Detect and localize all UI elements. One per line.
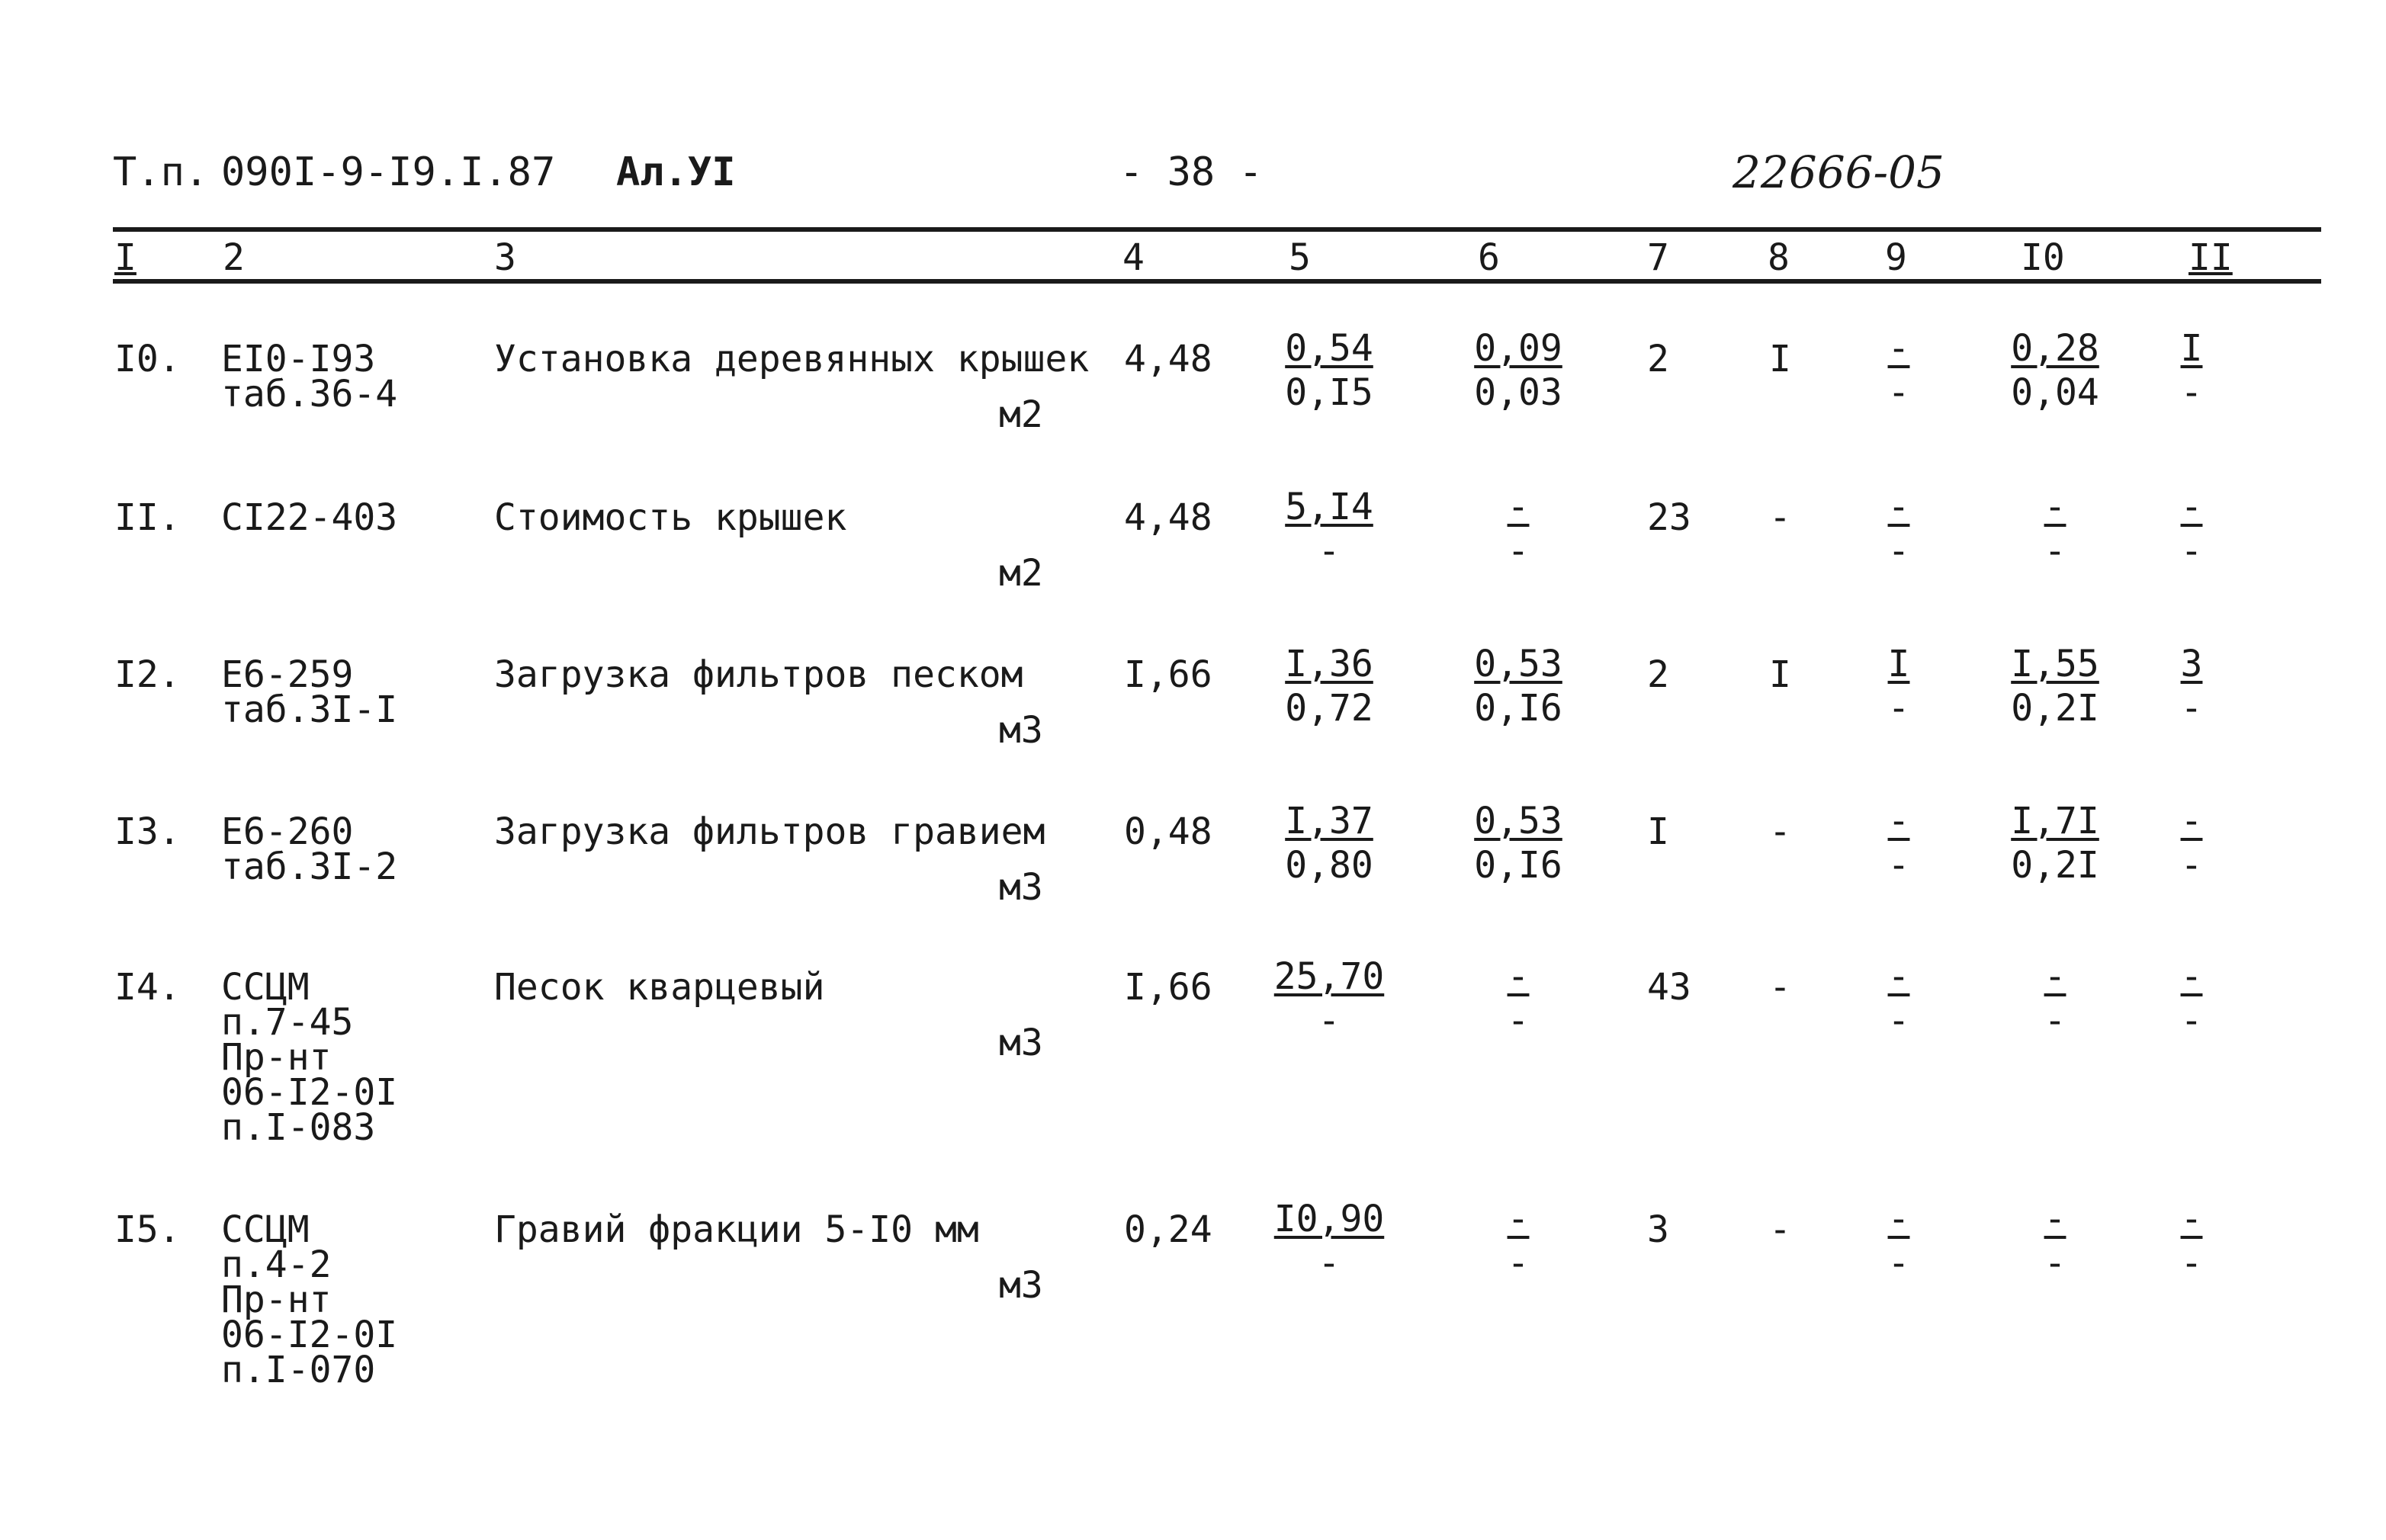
col5-value-denominator: -	[1318, 999, 1341, 1042]
col10-value	[1998, 642, 2112, 730]
col5-value	[1272, 799, 1386, 887]
norm-code-line: EI0-I93	[221, 338, 376, 380]
col9-value-numerator: -	[1887, 1198, 1910, 1240]
col5-value-denominator: 0,80	[1285, 844, 1373, 887]
col11-value	[2153, 326, 2230, 415]
col9-value-denominator: -	[1887, 999, 1910, 1042]
col10-value	[1998, 799, 2112, 887]
column-number-8: 8	[1768, 236, 1790, 279]
norm-code-line: 06-I2-0I	[221, 1314, 398, 1356]
col6-value-denominator: -	[1507, 999, 1530, 1042]
col7-value: 2	[1647, 653, 1669, 696]
page-number: - 38 -	[1119, 149, 1263, 195]
col10-value-denominator: 0,2I	[2011, 687, 2099, 730]
norm-code-line: ССЦМ	[221, 966, 310, 1009]
col11-value	[2153, 954, 2230, 1043]
unit-of-measure: м3	[999, 709, 1043, 752]
row-number: I5.	[114, 1208, 181, 1251]
col5-value	[1272, 642, 1386, 730]
column-number-11: II	[2189, 236, 2233, 279]
col6-value	[1461, 1197, 1575, 1285]
col7-value: 3	[1647, 1208, 1669, 1251]
col6-value	[1461, 799, 1575, 887]
column-number-2: 2	[223, 236, 245, 279]
col9-value-denominator: -	[1887, 371, 1910, 414]
col10-value-numerator: 0,28	[2011, 327, 2099, 370]
col6-value-denominator: -	[1507, 1242, 1530, 1285]
col7-value: 43	[1647, 966, 1691, 1009]
col11-value	[2153, 485, 2230, 573]
norm-code-line: Пр-нт	[221, 1279, 332, 1321]
col5-value-denominator: 0,72	[1285, 687, 1373, 730]
col5-value-denominator: 0,I5	[1285, 371, 1373, 414]
col9-value	[1861, 642, 1937, 730]
col8-value: I	[1769, 338, 1791, 380]
col10-value-denominator: -	[2044, 999, 2066, 1042]
col11-value-denominator: -	[2180, 687, 2203, 730]
quantity: I,66	[1124, 653, 1212, 696]
col6-value	[1461, 326, 1575, 415]
col10-value-numerator: -	[2044, 955, 2066, 998]
col11-value-numerator: -	[2180, 955, 2203, 998]
tp-label: Т.п.	[113, 149, 209, 195]
project-code: 090I-9-I9.I.87	[221, 149, 556, 195]
col11-value-numerator: I	[2180, 327, 2203, 370]
col8-value: I	[1769, 653, 1791, 696]
unit-of-measure: м3	[999, 866, 1043, 909]
column-number-9: 9	[1885, 236, 1907, 279]
col6-value-denominator: 0,I6	[1474, 844, 1562, 887]
col5-value-denominator: -	[1318, 530, 1341, 573]
norm-code-line: п.I-070	[221, 1349, 376, 1391]
col6-value-numerator: 0,53	[1474, 800, 1562, 842]
col11-value-denominator: -	[2180, 530, 2203, 573]
col11-value-numerator: -	[2180, 1198, 2203, 1240]
header-top-rule	[113, 227, 2321, 232]
col10-value-denominator: 0,2I	[2011, 844, 2099, 887]
col6-value-denominator: -	[1507, 530, 1530, 573]
header-bottom-rule	[113, 279, 2321, 284]
col6-value	[1461, 642, 1575, 730]
col11-value	[2153, 1197, 2230, 1285]
col5-value-numerator: I0,90	[1273, 1198, 1385, 1240]
work-name: Загрузка фильтров гравием	[494, 810, 1045, 853]
quantity: 0,48	[1124, 810, 1212, 853]
norm-code-line: таб.3I-2	[221, 845, 398, 888]
column-number-3: 3	[494, 236, 516, 279]
col5-value	[1272, 954, 1386, 1043]
row-number: II.	[114, 496, 181, 539]
norm-code-line: 06-I2-0I	[221, 1071, 398, 1114]
col5-value-numerator: I,36	[1285, 643, 1373, 685]
col9-value-numerator: I	[1887, 643, 1910, 685]
norm-code-line: E6-260	[221, 810, 354, 853]
unit-of-measure: м2	[999, 552, 1043, 595]
column-number-4: 4	[1122, 236, 1145, 279]
col5-value	[1272, 326, 1386, 415]
col9-value	[1861, 954, 1937, 1043]
col10-value	[1998, 1197, 2112, 1285]
col9-value	[1861, 799, 1937, 887]
norm-code-line: таб.3I-I	[221, 688, 398, 731]
unit-of-measure: м3	[999, 1022, 1043, 1064]
col9-value-denominator: -	[1887, 530, 1910, 573]
col10-value-numerator: I,55	[2011, 643, 2099, 685]
norm-code-line: Пр-нт	[221, 1036, 332, 1079]
work-name: Гравий фракции 5-I0 мм	[494, 1208, 979, 1251]
unit-of-measure: м3	[999, 1264, 1043, 1307]
col5-value	[1272, 485, 1386, 573]
work-name: Установка деревянных крышек	[494, 338, 1090, 380]
norm-code-line: таб.36-4	[221, 373, 398, 415]
col11-value-denominator: -	[2180, 371, 2203, 414]
col6-value-denominator: 0,I6	[1474, 687, 1562, 730]
col9-value	[1861, 485, 1937, 573]
col5-value	[1272, 1197, 1386, 1285]
col5-value-numerator: I,37	[1285, 800, 1373, 842]
norm-code-line: CI22-403	[221, 496, 398, 539]
doc-code: 22666-05	[1732, 146, 1944, 198]
column-number-5: 5	[1289, 236, 1311, 279]
col9-value-denominator: -	[1887, 687, 1910, 730]
column-number-6: 6	[1478, 236, 1500, 279]
row-number: I2.	[114, 653, 181, 696]
work-name: Стоимость крышек	[494, 496, 847, 539]
column-number-1: I	[114, 236, 136, 279]
col11-value	[2153, 642, 2230, 730]
col9-value	[1861, 1197, 1937, 1285]
norm-code-line: п.7-45	[221, 1001, 354, 1044]
col6-value-denominator: 0,03	[1474, 371, 1562, 414]
col6-value-numerator: -	[1507, 955, 1530, 998]
col11-value-numerator: 3	[2180, 643, 2203, 685]
col5-value-denominator: -	[1318, 1242, 1341, 1285]
work-name: Загрузка фильтров песком	[494, 653, 1023, 696]
quantity: 4,48	[1124, 496, 1212, 539]
norm-code-line: п.I-083	[221, 1106, 376, 1149]
quantity: 4,48	[1124, 338, 1212, 380]
col8-value: -	[1769, 1208, 1791, 1251]
col11-value-denominator: -	[2180, 999, 2203, 1042]
col10-value	[1998, 326, 2112, 415]
col6-value-numerator: 0,09	[1474, 327, 1562, 370]
col10-value-denominator: -	[2044, 1242, 2066, 1285]
col10-value-numerator: -	[2044, 486, 2066, 528]
col11-value	[2153, 799, 2230, 887]
col8-value: -	[1769, 496, 1791, 539]
col6-value-numerator: -	[1507, 1198, 1530, 1240]
col9-value-denominator: -	[1887, 844, 1910, 887]
col7-value: 23	[1647, 496, 1691, 539]
col6-value-numerator: -	[1507, 486, 1530, 528]
col8-value: -	[1769, 810, 1791, 853]
col8-value: -	[1769, 966, 1791, 1009]
col9-value	[1861, 326, 1937, 415]
col10-value	[1998, 954, 2112, 1043]
col10-value	[1998, 485, 2112, 573]
row-number: I0.	[114, 338, 181, 380]
quantity: 0,24	[1124, 1208, 1212, 1251]
col5-value-numerator: 25,70	[1273, 955, 1385, 998]
col10-value-numerator: -	[2044, 1198, 2066, 1240]
col11-value-numerator: -	[2180, 800, 2203, 842]
col5-value-numerator: 0,54	[1285, 327, 1373, 370]
norm-code-line: ССЦМ	[221, 1208, 310, 1251]
row-number: I3.	[114, 810, 181, 853]
album-label: Ал.УI	[616, 149, 736, 195]
norm-code-line: E6-259	[221, 653, 354, 696]
col6-value	[1461, 485, 1575, 573]
col9-value-numerator: -	[1887, 486, 1910, 528]
col9-value-numerator: -	[1887, 955, 1910, 998]
row-number: I4.	[114, 966, 181, 1009]
col9-value-numerator: -	[1887, 800, 1910, 842]
col5-value-numerator: 5,I4	[1285, 486, 1373, 528]
col10-value-numerator: I,7I	[2011, 800, 2099, 842]
column-number-10: I0	[2021, 236, 2065, 279]
col6-value	[1461, 954, 1575, 1043]
col11-value-numerator: -	[2180, 486, 2203, 528]
col10-value-denominator: 0,04	[2011, 371, 2099, 414]
col11-value-denominator: -	[2180, 844, 2203, 887]
unit-of-measure: м2	[999, 393, 1043, 436]
col7-value: 2	[1647, 338, 1669, 380]
quantity: I,66	[1124, 966, 1212, 1009]
column-number-7: 7	[1647, 236, 1669, 279]
col9-value-numerator: -	[1887, 327, 1910, 370]
col10-value-denominator: -	[2044, 530, 2066, 573]
work-name: Песок кварцевый	[494, 966, 825, 1009]
col11-value-denominator: -	[2180, 1242, 2203, 1285]
col6-value-numerator: 0,53	[1474, 643, 1562, 685]
col7-value: I	[1647, 810, 1669, 853]
col9-value-denominator: -	[1887, 1242, 1910, 1285]
norm-code-line: п.4-2	[221, 1243, 332, 1286]
